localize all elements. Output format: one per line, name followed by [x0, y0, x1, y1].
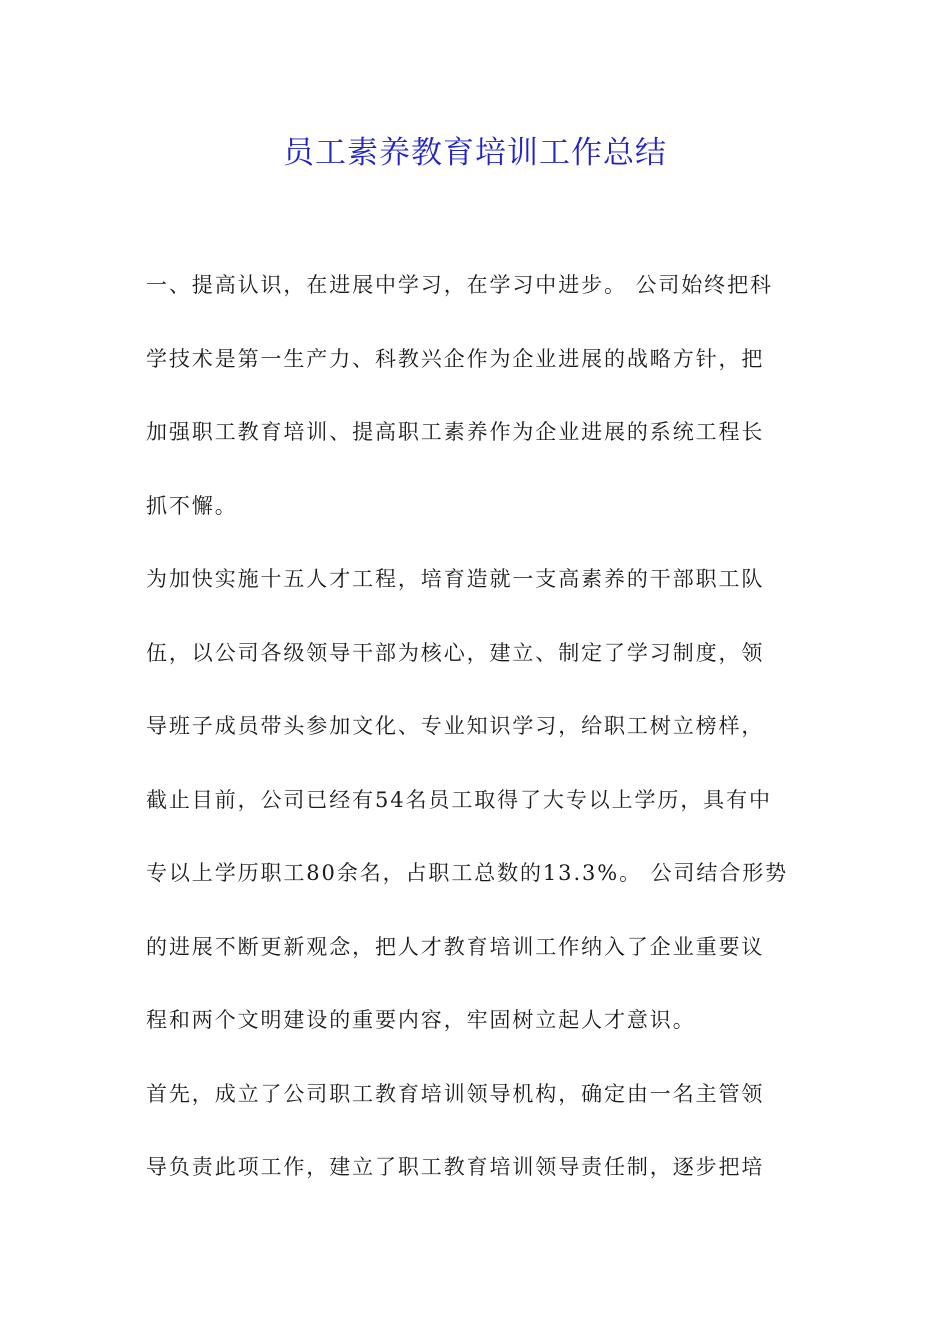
- paragraph-line: 一、提高认识，在进展中学习，在学习中进步。 公司始终把科: [146, 273, 773, 297]
- paragraph-line: 为加快实施十五人才工程，培育造就一支高素养的干部职工队: [146, 567, 765, 591]
- paragraph-line: 伍，以公司各级领导干部为核心，建立、制定了学习制度，领: [146, 640, 765, 665]
- paragraph-line: 截止目前，公司已经有54名员工取得了大专以上学历，具有中: [146, 787, 772, 812]
- paragraph-line: 的进展不断更新观念，把人才教育培训工作纳入了企业重要议: [146, 934, 765, 959]
- paragraph-line: 首先，成立了公司职工教育培训领导机构，确定由一名主管领: [146, 1081, 765, 1106]
- paragraph-line: 专以上学历职工80余名，占职工总数的13.3%。 公司结合形势: [146, 861, 789, 885]
- document-title: 员工素养教育培训工作总结: [283, 135, 667, 171]
- paragraph-line: 导班子成员带头参加文化、专业知识学习，给职工树立榜样，: [146, 714, 765, 738]
- paragraph-line: 导负责此项工作，建立了职工教育培训领导责任制，逐步把培: [146, 1155, 765, 1179]
- paragraph-line: 学技术是第一生产力、科教兴企作为企业进展的战略方针，把: [146, 346, 765, 371]
- paragraph-line: 抓不懈。: [146, 493, 238, 518]
- paragraph-line: 加强职工教育培训、提高职工素养作为企业进展的系统工程长: [146, 420, 765, 444]
- document-body: [146, 263, 810, 1219]
- paragraph-line: 程和两个文明建设的重要内容，牢固树立起人才意识。: [146, 1008, 696, 1032]
